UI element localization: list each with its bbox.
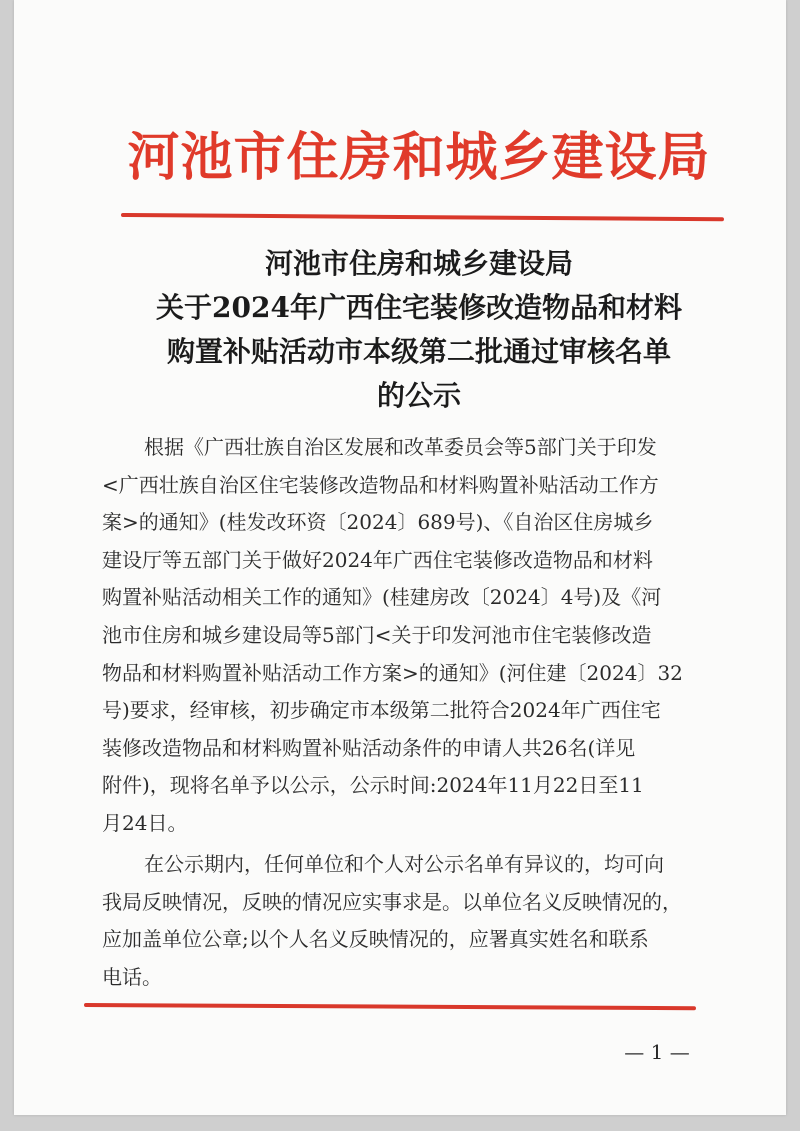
page-number: — 1 — [624,1040,690,1064]
title-line: 的公示 [376,379,461,412]
document-title [134,242,704,418]
paragraph-line: 我局反映情况，反映的情况应实事求是。以单位名义反映情况的， [102,889,682,914]
footer-red-rule [84,1003,696,1010]
paragraph-line: 建设厅等五部门关于做好2024年广西住宅装修改造物品和材料 [102,547,653,572]
paragraph-line: 案>的通知》(桂发改环资〔2024〕689号)、《自治区住房城乡 [102,510,654,535]
paragraph-line: 池市住房和城乡建设局等5部门<关于印发河池市住宅装修改造 [102,622,652,647]
paragraph-line: 号)要求，经审核，初步确定市本级第二批符合2024年广西住宅 [102,698,661,723]
paragraph-line: 购置补贴活动相关工作的通知》(桂建房改〔2024〕4号)及《河 [102,585,662,610]
paragraph-line: 装修改造物品和材料购置补贴活动条件的申请人共26名(详见 [102,735,636,760]
paragraph-line: 应加盖单位公章;以个人名义反映情况的，应署真实姓名和联系 [102,927,649,952]
paragraph-line: 在公示期内，任何单位和个人对公示名单有异议的，均可向 [144,852,664,876]
document-page [14,0,786,1115]
letterhead-red-rule [121,213,724,221]
letterhead-org-name: 河池市住房和城乡建设局 [127,128,711,188]
title-line: 购置补贴活动市本级第二批通过审核名单 [166,335,671,368]
body-paragraph-2 [102,846,712,996]
paragraph-line: 物品和材料购置补贴活动工作方案>的通知》(河住建〔2024〕32 [102,660,683,685]
paragraph-line: 月24日。 [102,810,188,835]
paragraph-line: 附件)，现将名单予以公示，公示时间:2024年11月22日至11 [102,773,644,798]
title-line: 关于2024年广西住宅装修改造物品和材料 [156,291,682,324]
title-line: 河池市住房和城乡建设局 [264,247,573,280]
paragraph-line: <广西壮族自治区住宅装修改造物品和材料购置补贴活动工作方 [102,472,659,497]
paragraph-line: 根据《广西壮族自治区发展和改革委员会等5部门关于印发 [144,435,657,459]
body-paragraph-1 [102,429,712,843]
paragraph-line: 电话。 [102,964,162,989]
